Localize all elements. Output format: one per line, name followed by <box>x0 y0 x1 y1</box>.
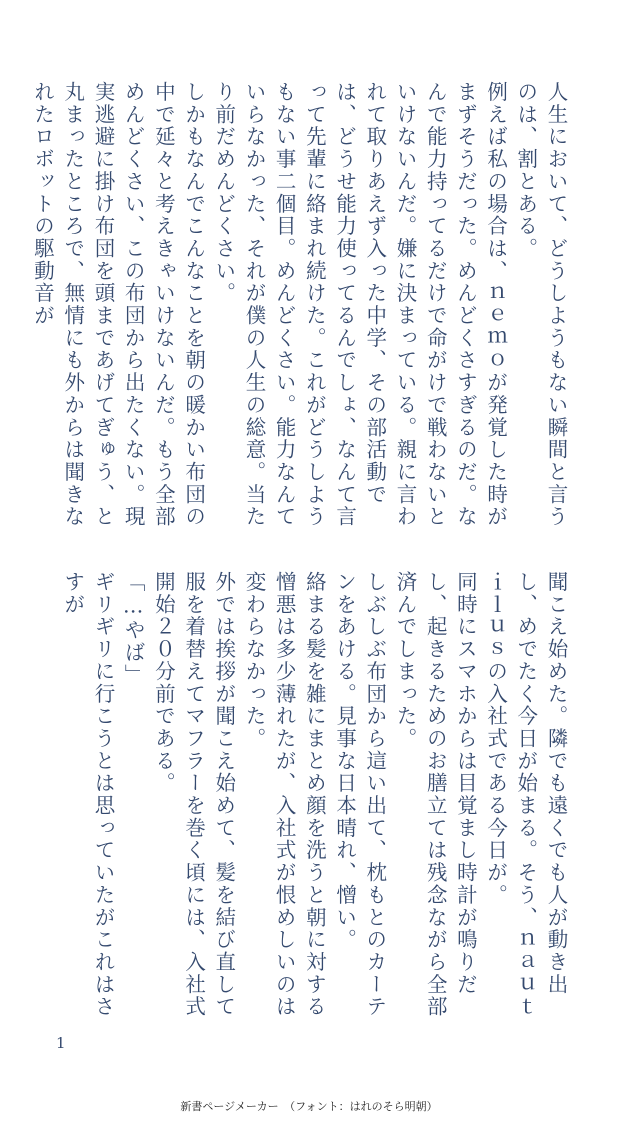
text-block-top <box>30 81 571 536</box>
text-block-bottom <box>51 571 571 1026</box>
paragraph: しかもなんでこんなことを朝の暖かい布団の中で延々と考えきゃいけないんだ。もう全部めんどくさい、この布団から出たくない。現実逃避に掛け布団を頭まであげてぎゅう、と丸まったところで、無情にも外からは聞きなれたロボットの駆動音が <box>30 81 206 528</box>
paragraph: 同時にスマホからは目覚まし時計が鳴りだし、起きるためのお膳立ては残念ながら全部済んでしまった。 <box>392 571 478 1018</box>
paragraph: 人生において、どうしようもない瞬間と言うのは、割とある。 <box>513 81 568 528</box>
paragraph: 「…やば」 <box>121 571 146 687</box>
paragraph: 例えば私の場合は、ｎｅｍｏが発覚した時がまずそうだった。めんどくさすぎるのだ。なんで能力持ってるだけで命がけで戦わないといけないんだ。嫌に決まっている。親に言われて取りあえず入った中学、その部活動では、どうせ能力使ってるんでしょ、なんて言って先輩に絡まれ続けた。これがどうしようもない事二個目。めんどくさい。能力なんていらなかった、それが僕の人生の総意。当たり前だめんどくさい。 <box>211 81 508 528</box>
paragraph: ギリギリに行こうとは思っていたがこれはさすが <box>60 571 115 1018</box>
paragraph: 聞こえ始めた。隣でも遠くでも人が動き出し、めでたく今日が始まる。そう、ｎａｕｔｉｌｕｓの入社式である今日が。 <box>483 571 568 1018</box>
page-number: 1 <box>56 1034 66 1052</box>
paragraph: 絡まる髪を雑にまとめ顔を洗うと朝に対する憎悪は多少薄れたが、入社式が恨めしいのは変わらなかった。 <box>241 571 327 1018</box>
paragraph: しぶしぶ布団から這い出て、枕もとのカーテンをあける。見事な日本晴れ、憎い。 <box>332 571 387 1018</box>
footer-credit: 新書ページメーカー （フォント：はれのそら明朝） <box>180 1100 438 1113</box>
paragraph: 外では挨拶が聞こえ始めて、髪を結び直して服を着替えてマフラーを巻く頃には、入社式開始２０分前である。 <box>151 571 236 1018</box>
